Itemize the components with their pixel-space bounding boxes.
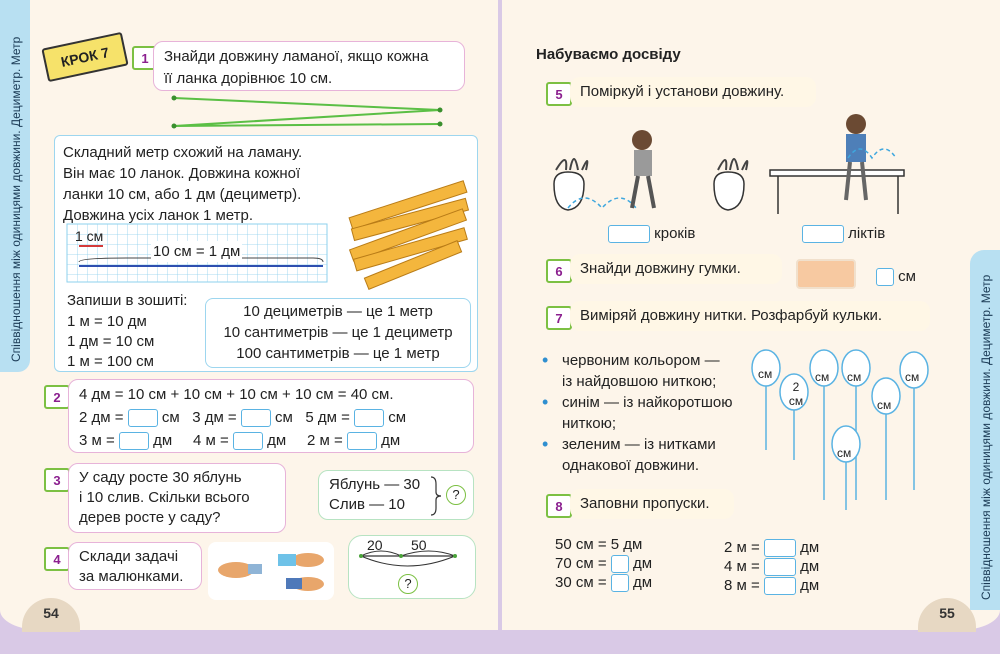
task3-line: дерев росте у саду? [79,509,221,526]
task5-number: 5 [546,82,572,106]
task2-expr: 3 дм = [192,409,237,426]
task5-left-answer [608,225,695,243]
task7-bullets [540,350,773,476]
task7-box [570,301,930,331]
task8-expr: 8 м = [724,577,760,595]
polyline-figure [170,94,470,134]
task1-number: 1 [132,46,158,70]
answer-box[interactable] [764,539,796,557]
summary-line: Слив — 10 [329,496,405,513]
task3-line: У саду росте 30 яблунь [79,469,242,486]
ruler-label-small: 1 см [75,228,104,244]
task2-row3 [79,430,463,451]
task8-expr: 70 см = [555,555,607,572]
steps-answer-box[interactable] [608,225,650,243]
task2-row2 [79,407,463,428]
task4-number: 4 [44,547,70,571]
bullet-item [540,392,770,434]
task8-unit: дм [632,555,653,572]
task4-line: за малюнками. [79,568,184,585]
fact-line: 100 сантиметрів — це 1 метр [236,345,440,362]
task2-expr: 2 м = [307,432,343,449]
task8-box [570,489,734,519]
bullet-line: із найдовшою ниткою; [562,373,717,390]
task3-line: і 10 слив. Скільки всього [79,489,250,506]
task2-expr: 2 дм = [79,409,124,426]
info-line: Складний метр схожий на ламану. [63,144,303,161]
balloons-illustration [748,340,938,520]
answer-box[interactable] [354,409,384,427]
answer-box[interactable] [611,555,629,573]
money-picture [208,542,334,600]
task8-right-column [724,538,819,595]
task8-unit: дм [800,539,820,556]
task2-box [68,379,474,453]
bullet-item [540,434,770,476]
cubits-label: ліктів [848,225,886,242]
cubits-answer-box[interactable] [802,225,844,243]
answer-box[interactable] [119,432,149,450]
bullet-line: синім — із найкоротшою [562,394,733,411]
task2-expr: 3 м = [79,432,115,449]
task2-unit: дм [153,432,173,449]
task1-line1: Знайди довжину ламаної, якщо кожна [164,48,429,65]
task6-text: Знайди довжину гумки. [580,260,741,277]
question-circle: ? [446,485,466,505]
answer-box[interactable] [611,574,629,592]
eraser-image [796,259,856,289]
task4-box [68,542,202,590]
segment-diagram [348,535,476,599]
balloon-label: см [847,370,862,384]
bullet-line: червоним кольором — [562,352,720,369]
info-text [63,142,343,226]
eraser-unit: см [898,268,916,285]
task6-number: 6 [546,259,572,283]
task8-number: 8 [546,494,572,518]
task5-right-answer [802,225,885,243]
task3-number: 3 [44,468,70,492]
task8-row [555,554,652,573]
task2-expr: 4 м = [193,432,229,449]
eraser-answer-box[interactable] [876,268,894,286]
task2-unit: дм [381,432,401,449]
task8-text: Заповни пропуски. [580,495,710,512]
task8-row [724,538,819,557]
facts-box [205,298,471,368]
task6-box [570,254,782,284]
task4-line: Склади задачі [79,548,179,565]
page-number-right: 55 [918,598,976,632]
task8-row [724,576,819,595]
bullet-line: однакової довжини. [562,457,700,474]
task8-unit: дм [800,558,820,576]
task8-expr: 50 см = 5 дм [555,536,643,553]
task8-row [724,557,819,576]
notebook-line: 1 м = 10 дм [67,313,147,330]
answer-box[interactable] [764,577,796,595]
answer-box[interactable] [233,432,263,450]
fact-line: 10 дециметрів — це 1 метр [243,303,433,320]
right-side-tab [970,250,1000,610]
right-side-tab-text: Співвідношення між одиницями довжини. Дециметр. Метр [979,274,993,600]
info-line: Він має 10 ланок. Довжина кожної [63,165,301,182]
answer-box[interactable] [347,432,377,450]
task2-unit: см [161,409,180,426]
info-line: Довжина усіх ланок 1 метр. [63,207,254,224]
task7-number: 7 [546,306,572,330]
task8-expr: 4 м = [724,558,760,576]
bullet-line: ниткою; [562,415,617,432]
segment-a-label: 20 [367,537,383,553]
task5-box [570,77,816,107]
notebook-lines [67,312,154,372]
task2-expr: 5 дм = [305,409,350,426]
task3-box [68,463,286,533]
steps-label: кроків [654,225,696,242]
balloon-label: см [815,370,830,384]
answer-box[interactable] [128,409,158,427]
task2-unit: см [275,409,293,426]
balloon-label: см [758,367,773,381]
task1-line2: її ланка дорівнює 10 см. [164,70,333,87]
balloon-label: см [905,370,920,384]
folding-ruler-image [343,174,473,284]
info-box [54,135,478,372]
left-side-tab [0,0,30,372]
bullet-dot-icon: • [542,392,549,412]
task2-unit: дм [267,432,287,449]
task8-unit: дм [800,577,820,595]
task8-left-column [555,535,652,592]
bullet-dot-icon: • [542,350,549,370]
task6-answer [876,268,916,286]
left-side-tab-text: Співвідношення між одиницями довжини. Дециметр. Метр [9,36,23,362]
balloon-label: см [877,398,892,412]
task8-unit: дм [632,574,653,592]
segment-question: ? [398,574,418,594]
brace-icon [430,476,442,516]
hands-money-icon [208,542,334,600]
section-heading: Набуваємо досвіду [536,46,681,63]
segment-b-label: 50 [411,537,427,553]
task5-text: Поміркуй і установи довжину. [580,83,785,100]
notebook-title: Запиши в зошиті: [67,292,188,309]
balloon-label: см [837,446,852,460]
task8-expr: 30 см = [555,574,607,592]
page-number-left: 54 [22,598,80,632]
answer-box[interactable] [241,409,271,427]
ruler-label-big: 10 см = 1 дм [153,243,241,260]
bullet-item [540,350,773,392]
info-line: ланки 10 см, або 1 дм (дециметр). [63,186,302,203]
balloon-label: 2 см [788,380,804,408]
fact-line: 10 сантиметрів — це 1 дециметр [223,324,453,341]
task2-line1: 4 дм = 10 см + 10 см + 10 см + 10 см = 40 см. [79,386,394,403]
bullet-dot-icon: • [542,434,549,454]
task1-box [153,41,465,91]
summary-line: Яблунь — 30 [329,476,421,493]
step-badge: КРОК 7 [41,32,128,82]
task2-number: 2 [44,385,70,409]
bullet-line: зеленим — із нитками [562,436,716,453]
notebook-line: 1 дм = 10 см [67,333,155,350]
task8-row [555,535,652,554]
task8-expr: 2 м = [724,539,760,556]
task2-unit: см [388,409,407,426]
task7-text: Виміряй довжину нитки. Розфарбуй кульки. [580,307,883,324]
answer-box[interactable] [764,558,796,576]
task5-illustration [548,110,918,220]
notebook-line: 1 м = 100 см [67,353,154,370]
task8-row [555,573,652,592]
